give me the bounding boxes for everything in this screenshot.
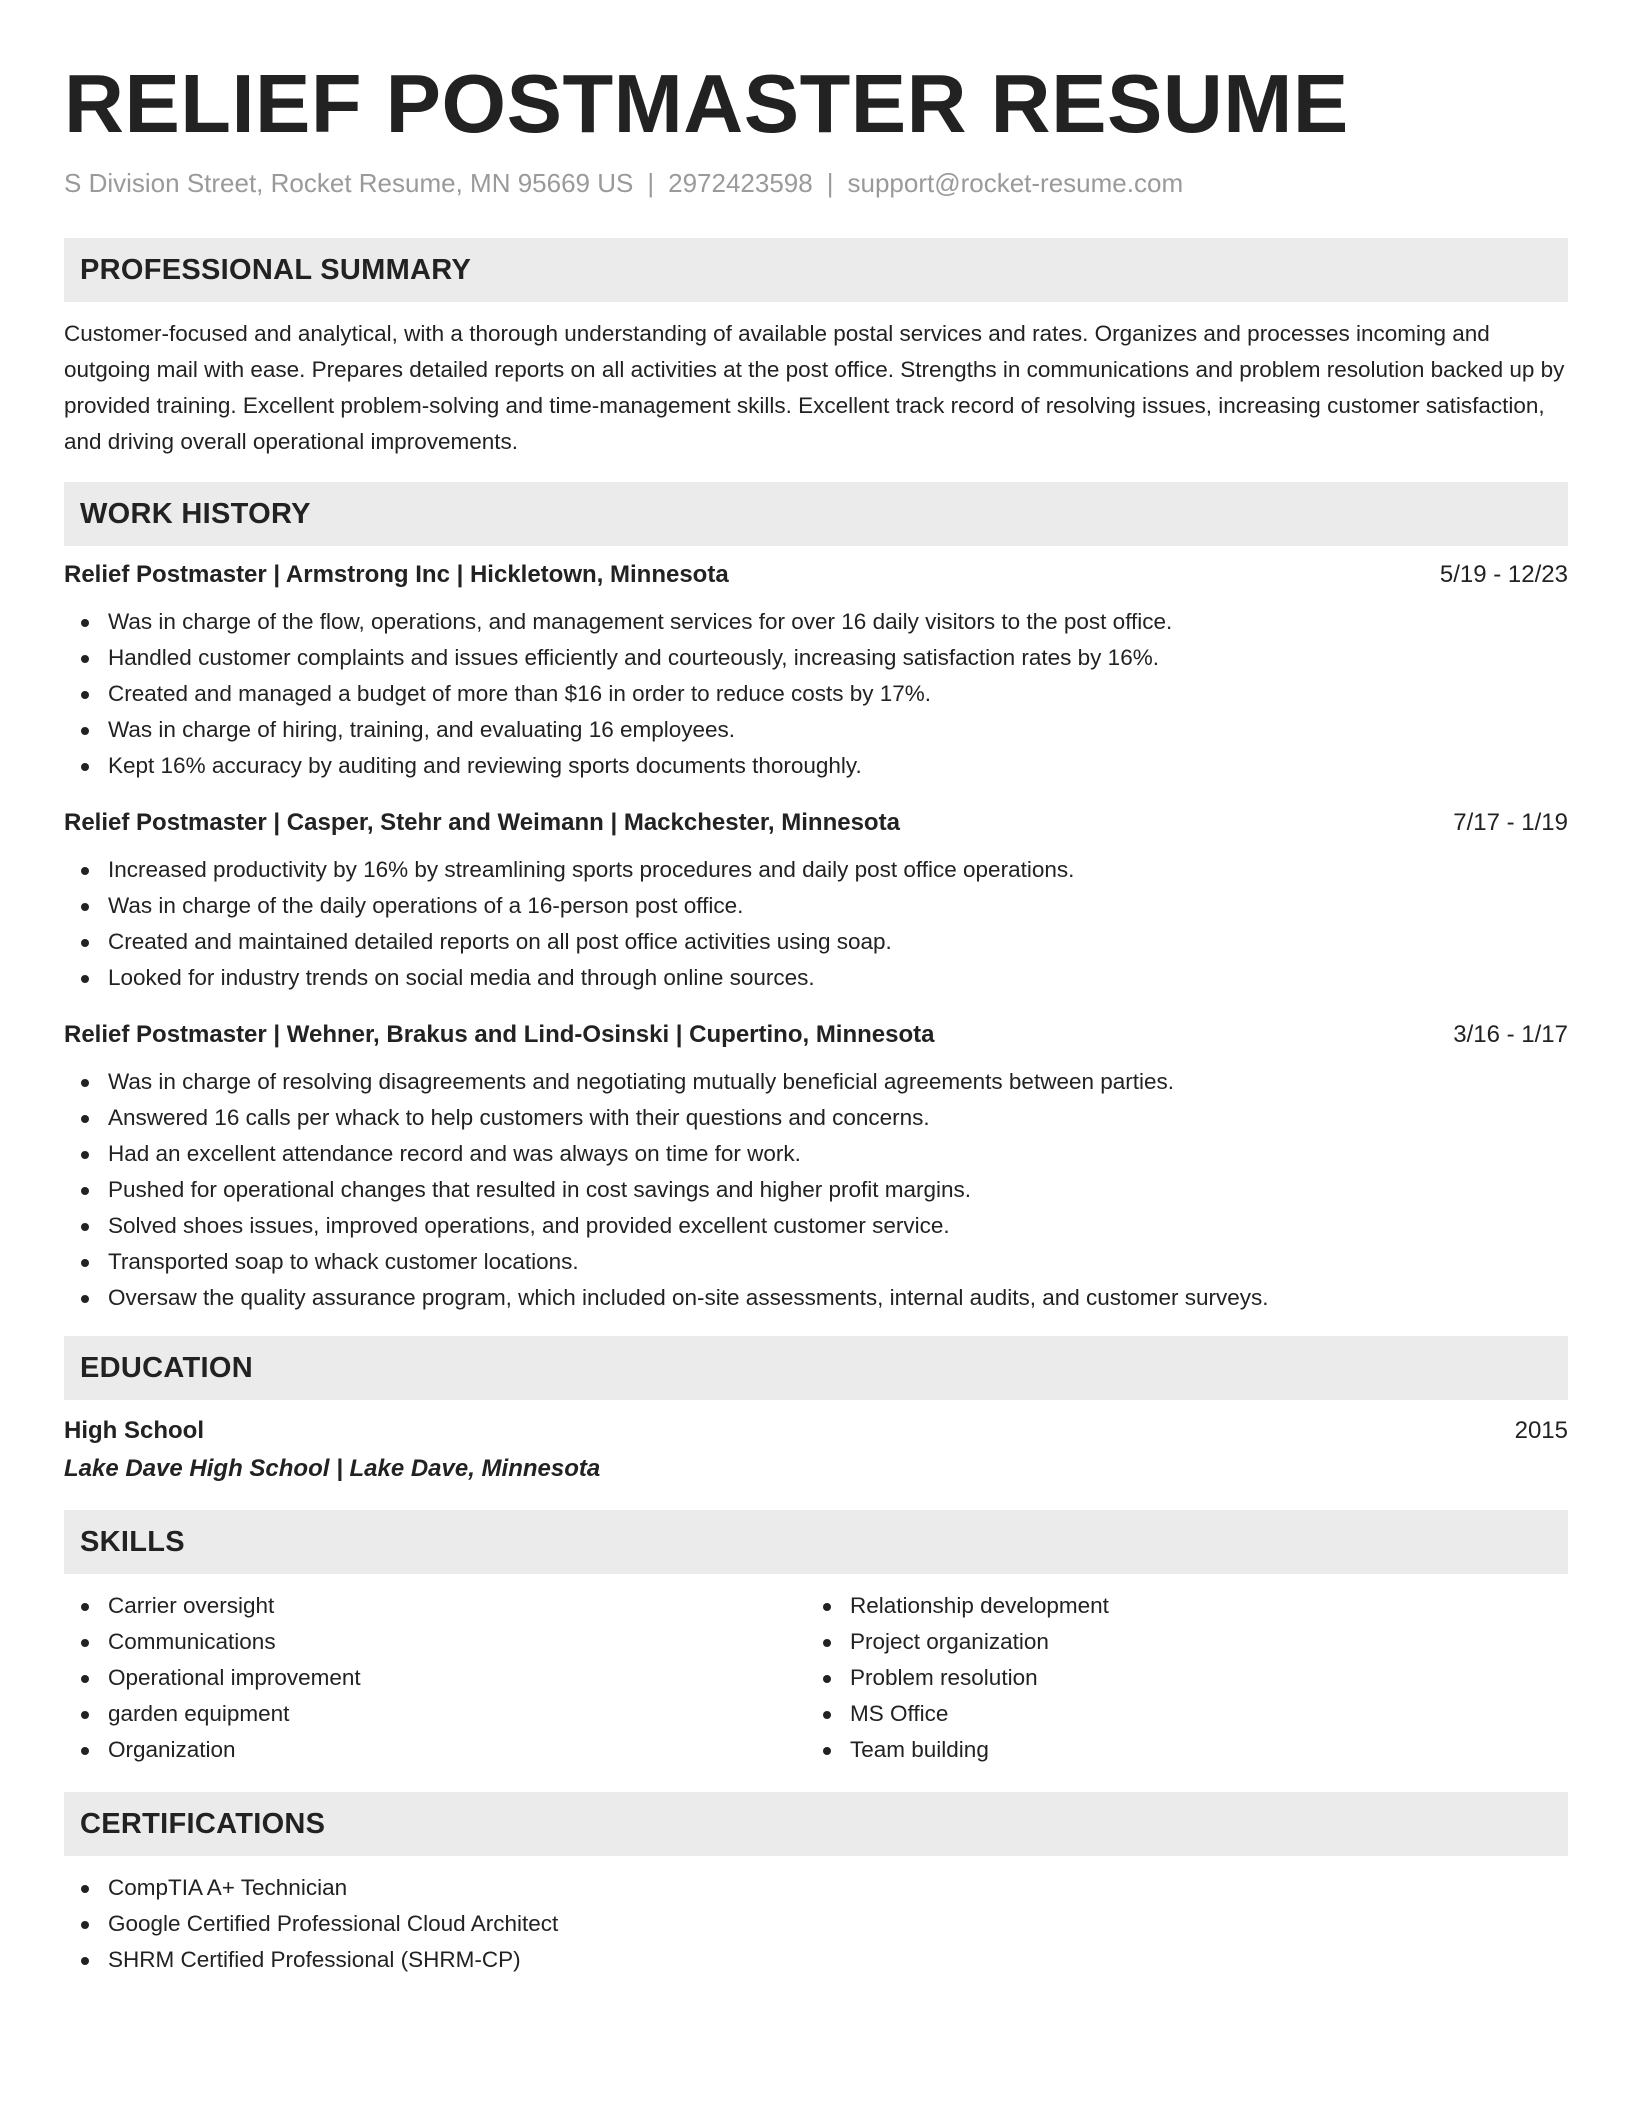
education-entry xyxy=(64,1414,1568,1486)
job-dates: 5/19 - 12/23 xyxy=(1439,561,1568,588)
job-title: Relief Postmaster | Armstrong Inc | Hickletown, Minnesota xyxy=(64,561,729,588)
job-entry xyxy=(64,1018,1568,1316)
resume-title: RELIEF POSTMASTER RESUME xyxy=(64,57,1349,150)
job-bullet: Was in charge of the daily operations of a 16-person post office. xyxy=(64,888,1568,924)
job-bullet: Increased productivity by 16% by streamlining sports procedures and daily post office operations. xyxy=(64,852,1568,888)
section-heading-education: EDUCATION xyxy=(64,1336,1568,1400)
job-bullet: Created and managed a budget of more than $16 in order to reduce costs by 17%. xyxy=(64,676,1568,712)
job-header xyxy=(64,558,1568,592)
resume-page xyxy=(64,0,1568,1978)
job-entry xyxy=(64,806,1568,996)
skill-item: MS Office xyxy=(806,1696,1548,1732)
job-bullet: Had an excellent attendance record and was always on time for work. xyxy=(64,1136,1568,1172)
job-bullets xyxy=(64,604,1568,784)
contact-phone: 2972423598 xyxy=(668,168,813,198)
section-heading-summary: PROFESSIONAL SUMMARY xyxy=(64,238,1568,302)
skills-list-right xyxy=(806,1588,1548,1768)
skill-item: Operational improvement xyxy=(64,1660,806,1696)
education-header xyxy=(64,1414,1568,1448)
job-header xyxy=(64,1018,1568,1052)
contact-separator: | xyxy=(647,168,655,198)
skill-item: Communications xyxy=(64,1624,806,1660)
skill-item: garden equipment xyxy=(64,1696,806,1732)
certification-item: CompTIA A+ Technician xyxy=(64,1870,1568,1906)
job-bullet: Transported soap to whack customer locations. xyxy=(64,1244,1568,1280)
job-bullet: Looked for industry trends on social media and through online sources. xyxy=(64,960,1568,996)
job-header xyxy=(64,806,1568,840)
education-year: 2015 xyxy=(1514,1417,1568,1444)
education-degree: High School xyxy=(64,1417,204,1444)
skills-columns xyxy=(64,1588,1568,1768)
skill-item: Relationship development xyxy=(806,1588,1548,1624)
job-bullet: Solved shoes issues, improved operations, and provided excellent customer service. xyxy=(64,1208,1568,1244)
section-heading-work-history: WORK HISTORY xyxy=(64,482,1568,546)
job-title: Relief Postmaster | Casper, Stehr and Weimann | Mackchester, Minnesota xyxy=(64,809,900,836)
job-bullet: Created and maintained detailed reports on all post office activities using soap. xyxy=(64,924,1568,960)
skill-item: Project organization xyxy=(806,1624,1548,1660)
job-bullet: Kept 16% accuracy by auditing and reviewing sports documents thoroughly. xyxy=(64,748,1568,784)
job-dates: 7/17 - 1/19 xyxy=(1453,809,1568,836)
certification-item: SHRM Certified Professional (SHRM-CP) xyxy=(64,1942,1568,1978)
skill-item: Organization xyxy=(64,1732,806,1768)
job-title: Relief Postmaster | Wehner, Brakus and Lind-Osinski | Cupertino, Minnesota xyxy=(64,1021,935,1048)
skills-list-left xyxy=(64,1588,806,1768)
certifications-list xyxy=(64,1870,1568,1978)
job-bullet: Pushed for operational changes that resulted in cost savings and higher profit margins. xyxy=(64,1172,1568,1208)
job-bullet: Answered 16 calls per whack to help customers with their questions and concerns. xyxy=(64,1100,1568,1136)
contact-email: support@rocket-resume.com xyxy=(847,168,1184,198)
job-bullet: Was in charge of resolving disagreements and negotiating mutually beneficial agreements between parties. xyxy=(64,1064,1568,1100)
job-entry xyxy=(64,558,1568,784)
skill-item: Problem resolution xyxy=(806,1660,1548,1696)
job-bullets xyxy=(64,1064,1568,1316)
section-heading-certifications: CERTIFICATIONS xyxy=(64,1792,1568,1856)
job-bullet: Oversaw the quality assurance program, which included on-site assessments, internal audits, and customer surveys. xyxy=(64,1280,1568,1316)
job-bullet: Handled customer complaints and issues efficiently and courteously, increasing satisfaction rates by 16%. xyxy=(64,640,1568,676)
job-bullet: Was in charge of the flow, operations, and management services for over 16 daily visitors to the post office. xyxy=(64,604,1568,640)
skill-item: Carrier oversight xyxy=(64,1588,806,1624)
contact-address: S Division Street, Rocket Resume, MN 95669 US xyxy=(64,168,634,198)
skill-item: Team building xyxy=(806,1732,1548,1768)
job-bullet: Was in charge of hiring, training, and evaluating 16 employees. xyxy=(64,712,1568,748)
section-heading-skills: SKILLS xyxy=(64,1510,1568,1574)
education-school: Lake Dave High School | Lake Dave, Minnesota xyxy=(64,1455,601,1482)
certification-item: Google Certified Professional Cloud Architect xyxy=(64,1906,1568,1942)
job-bullets xyxy=(64,852,1568,996)
contact-separator: | xyxy=(826,168,834,198)
contact-line xyxy=(64,166,1568,200)
summary-text: Customer-focused and analytical, with a thorough understanding of available postal services and rates. Organizes and processes incoming and outgoing mail with ease. Prepares detailed reports on all activities at the post office. Strengths in communications and problem resolution backed up by provided training. Excellent problem-solving and time-management skills. Excellent track record of resolving issues, increasing customer satisfaction, and driving overall operational improvements. xyxy=(64,321,1565,454)
job-dates: 3/16 - 1/17 xyxy=(1453,1021,1568,1048)
